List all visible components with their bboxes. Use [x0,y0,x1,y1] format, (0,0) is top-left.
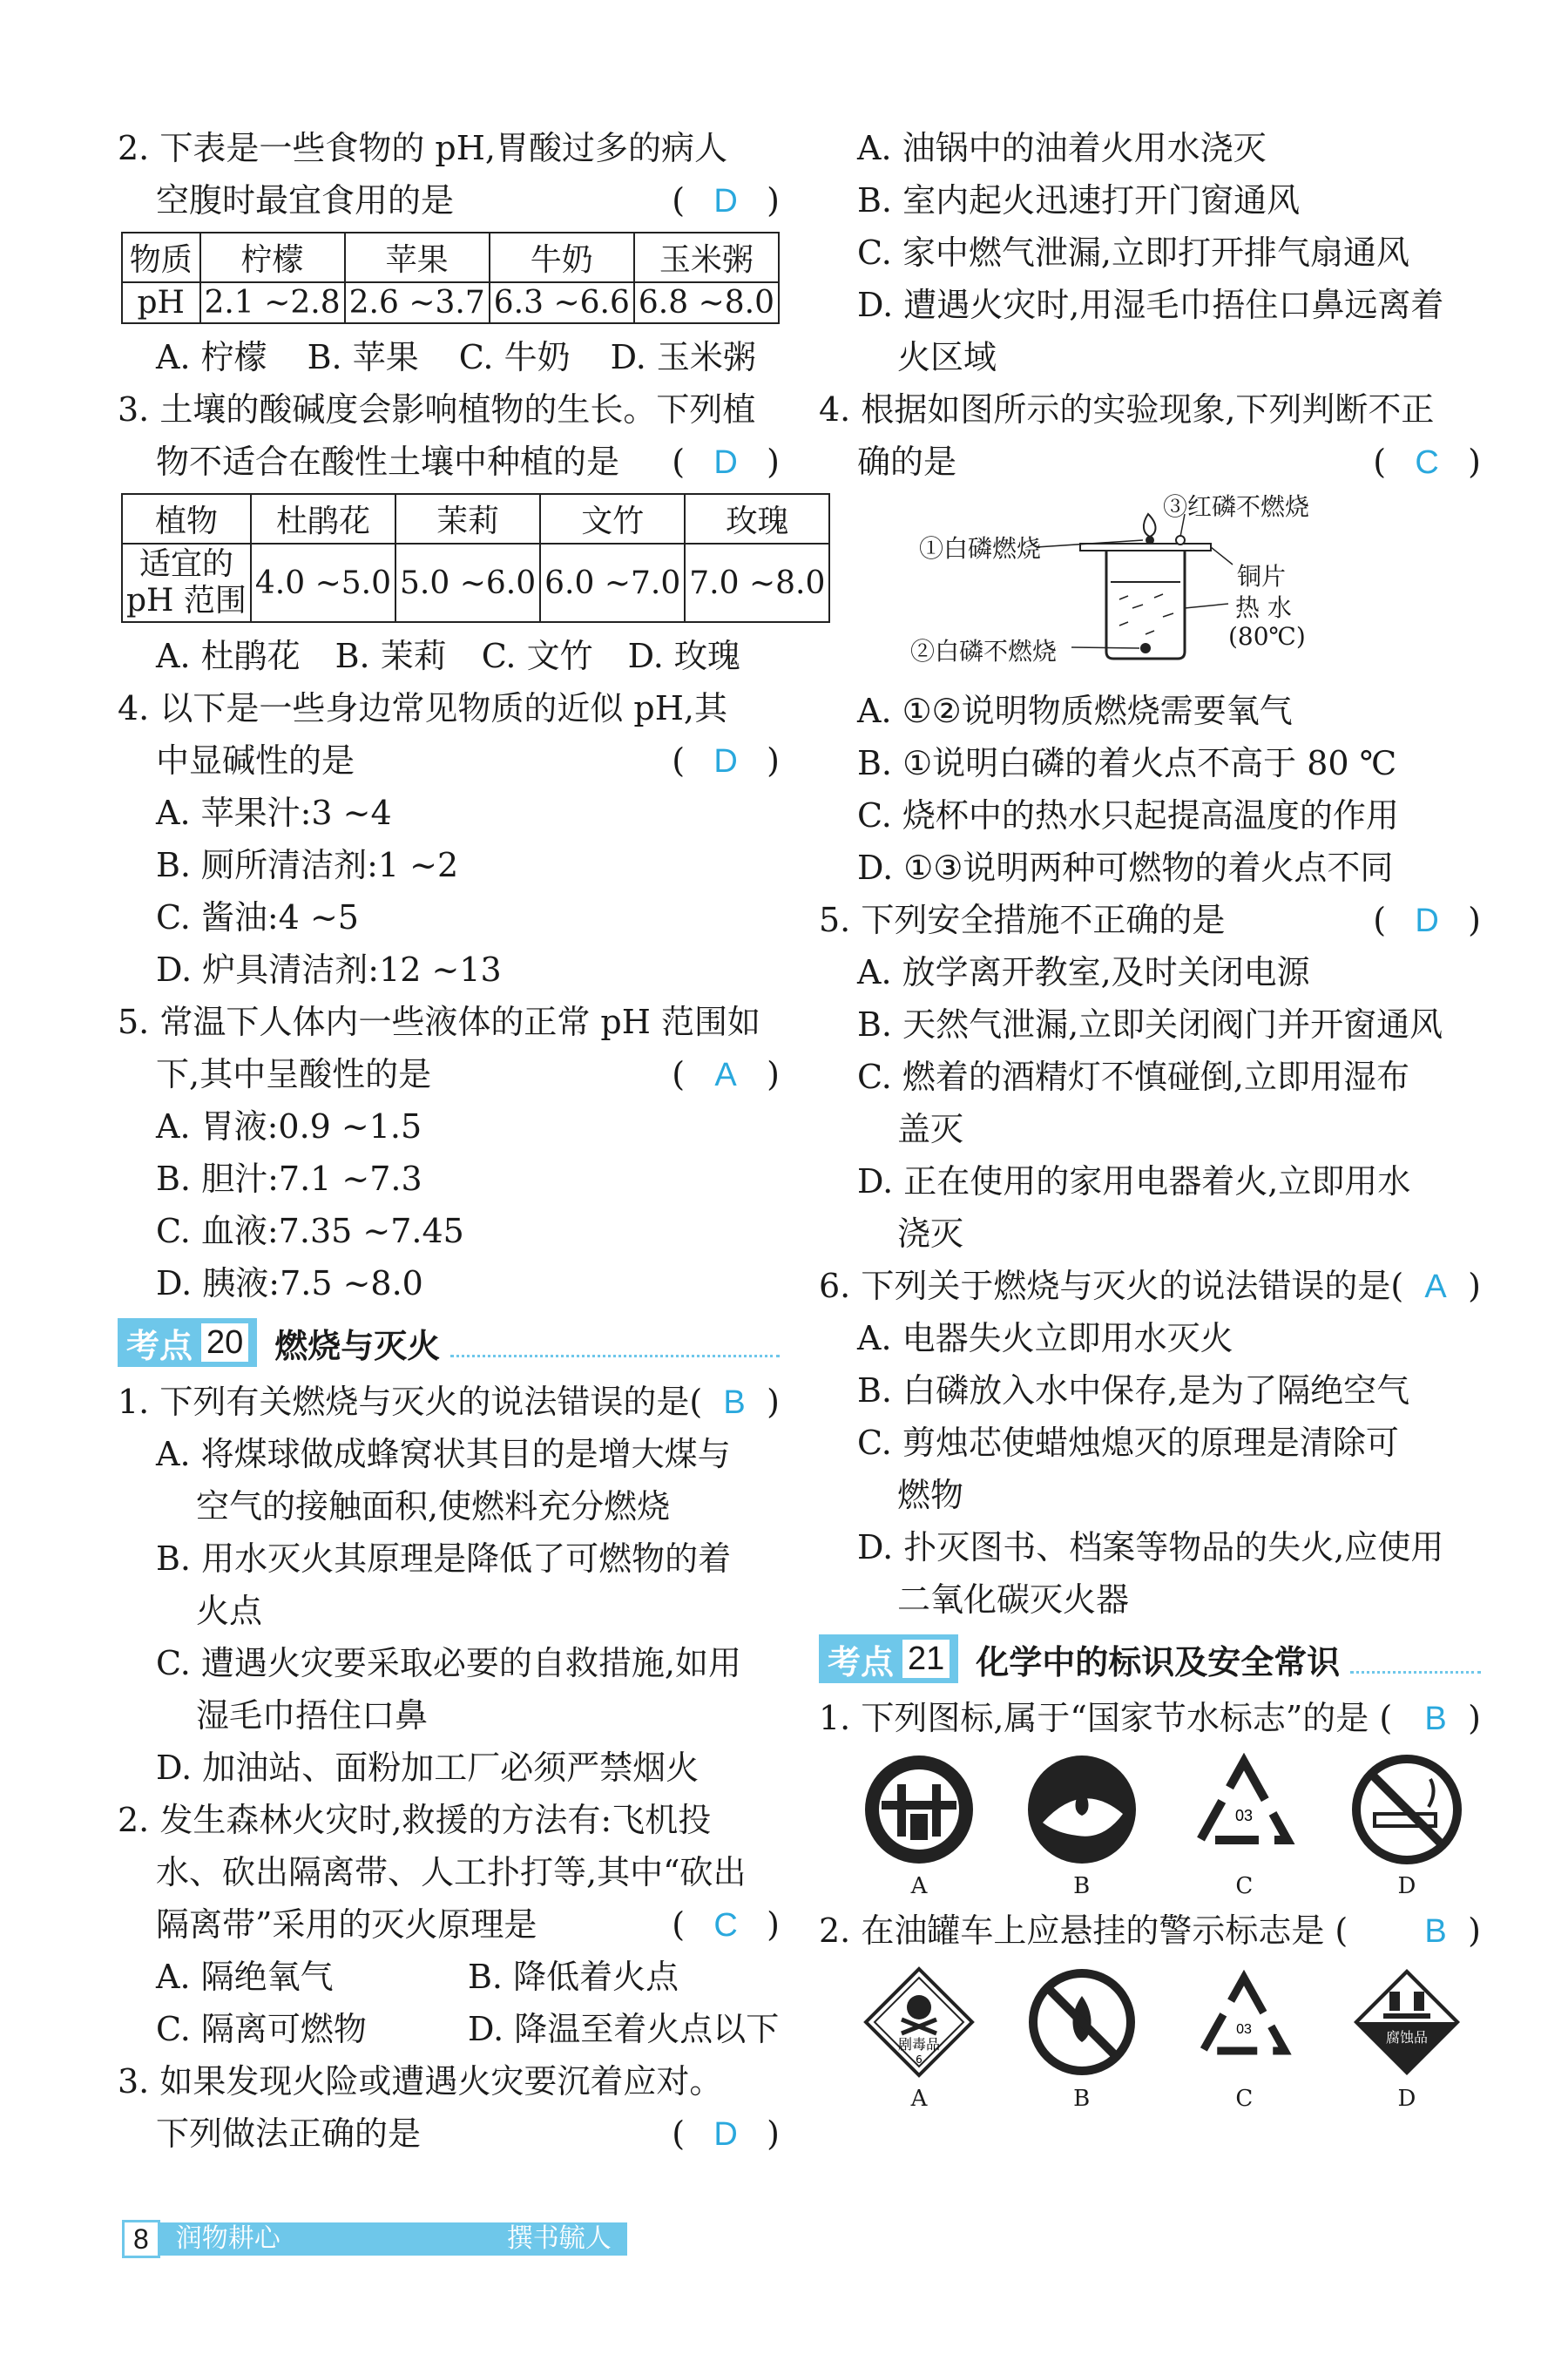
option: A. 隔绝氧气 [156,1958,334,1996]
section-badge [819,1634,958,1683]
table-cell: 2.1 ~2.8 [200,282,345,323]
section-header-21 [819,1631,1481,1687]
table-cell: 6.0 ~7.0 [540,544,685,622]
option: B. 白磷放入水中保存,是为了隔绝空气 [857,1371,1410,1410]
svg-text:剧毒品: 剧毒品 [897,2036,941,2053]
answer-bracket: ( D ) [672,174,780,227]
icon-caption: D [1397,1873,1416,1899]
option: B. 厕所清洁剂:1 ~2 [156,846,459,884]
label-white-phosphorus-1: ①白磷燃烧 [919,534,1042,563]
question-text: 3. 如果发现火险或遭遇火灾要沉着应对。 [118,2062,723,2101]
icon-options-row [819,1744,1481,1899]
footer-band [160,2222,627,2256]
option: A. ①②说明物质燃烧需要氧气 [857,692,1293,730]
dotted-line [450,1329,780,1357]
table-cell: 5.0 ~6.0 [395,544,540,622]
option: C. 血液:7.35 ~7.45 [156,1212,464,1250]
answer-bracket: ( D ) [672,734,780,788]
option: D. 遭遇火灾时,用湿毛巾捂住口鼻远离着 [857,286,1444,324]
label-hot-water: 热 水 [1235,593,1292,622]
answer-value: A [1424,1268,1447,1305]
option: D. 扑灭图书、档案等物品的失火,应使用 [857,1528,1444,1566]
label-copper: 铜片 [1237,562,1287,591]
option-continued: 火区域 [897,338,997,376]
icon-option-a [854,1753,984,1899]
label-temperature: (80℃) [1228,622,1306,651]
svg-text:腐蚀品: 腐蚀品 [1385,2029,1428,2046]
s20-question-3-options [819,122,1481,383]
answer-bracket: ( D ) [672,2107,780,2161]
question-text: 物不适合在酸性土壤中种植的是 [156,443,620,481]
option: B. 苹果 [307,338,419,376]
question-text: 5. 常温下人体内一些液体的正常 pH 范围如 [118,1003,760,1041]
s20-question-3 [118,2055,780,2160]
option: D. ①③说明两种可燃物的着火点不同 [857,849,1394,887]
options-row [118,1951,780,2003]
no-fire-icon [1025,1965,1139,2079]
table-cell: 植物 [122,494,251,544]
answer-value: D [713,444,738,481]
option: C. 酱油:4 ~5 [156,898,359,937]
icon-option-b [1017,1965,1147,2112]
table-cell: 文竹 [540,494,685,544]
label-red-phosphorus: ③红磷不燃烧 [1163,492,1310,521]
answer-bracket: B ) [713,1376,780,1429]
emblem-icon [862,1753,976,1866]
icon-caption: D [1397,2086,1416,2112]
recycle-icon [1187,1753,1301,1866]
page-footer [122,2220,627,2258]
option: A. 杜鹃花 [156,637,301,675]
icon-option-a [854,1965,984,2112]
option: A. 胃液:0.9 ~1.5 [156,1107,422,1146]
section-title: 燃烧与灭火 [274,1328,441,1365]
svg-text:03: 03 [1235,1807,1254,1824]
option: C. 燃着的酒精灯不慎碰倒,立即用湿布 [857,1058,1409,1096]
svg-text:6: 6 [916,2053,923,2066]
question-text: 3. 土壤的酸碱度会影响植物的生长。下列植 [118,390,756,429]
answer-value: B [723,1384,746,1421]
answer-value: C [713,1907,738,1944]
table-cell: 4.0 ~5.0 [251,544,395,622]
icon-options-row [819,1957,1481,2112]
option: D. 玉米粥 [610,338,756,376]
table-cell: pH [122,282,200,323]
left-column [118,122,826,2160]
table-row [122,544,829,622]
question-text: 中显碱性的是 [156,741,355,780]
option: D. 降温至着火点以下 [468,2010,780,2048]
table-row [122,233,779,282]
svg-text:03: 03 [1236,2022,1253,2037]
option: D. 玫瑰 [627,637,740,675]
options-row [118,331,780,383]
option-continued: 盖灭 [897,1110,964,1148]
question-4-alkaline [118,682,780,996]
table-cell [122,544,251,622]
s21-question-1 [819,1692,1481,1899]
option: C. 牛奶 [458,338,571,376]
option: C. 文竹 [481,637,593,675]
question-text: 水、砍出隔离带、人工扑打等,其中“砍出 [156,1853,747,1891]
section-badge [118,1318,257,1367]
badge-label: 考点 [828,1644,895,1681]
options-row [118,630,780,682]
leader-line [1211,547,1233,565]
white-phosphorus-2 [1140,643,1151,653]
question-text: 4. 根据如图所示的实验现象,下列判断不正 [819,390,1435,429]
toxic-diamond-icon [862,1965,976,2079]
question-text: 确的是 [857,443,957,481]
icon-caption: A [910,1873,928,1899]
table-cell: 玫瑰 [685,494,829,544]
plant-ph-table [121,493,830,623]
answer-value: A [714,1057,737,1093]
answer-bracket: ( A ) [672,1048,780,1101]
option: A. 将煤球做成蜂窝状其目的是增大煤与 [156,1435,731,1473]
option: A. 电器失火立即用水灭火 [857,1319,1233,1357]
table-row [122,282,779,323]
answer-value: C [1415,444,1439,481]
icon-option-d [1342,1965,1472,2112]
question-text: 1. 下列图标,属于“国家节水标志”的是 ( [819,1699,1393,1737]
table-cell: 柠檬 [200,233,345,282]
option: B. 天然气泄漏,立即关闭阀门并开窗通风 [857,1005,1443,1044]
flame-shape [1144,514,1156,537]
answer-bracket: ( D ) [1373,894,1481,947]
answer-bracket: B ) [1414,1904,1481,1958]
answer-value: B [1424,1913,1447,1950]
question-3-soil [118,383,826,682]
option: B. 茉莉 [335,637,447,675]
answer-bracket: ( D ) [672,436,780,489]
leader-line [1185,604,1228,608]
table-cell: 玉米粥 [634,233,779,282]
option-continued: 二氧化碳灭火器 [897,1580,1130,1619]
question-text: 2. 发生森林火灾时,救援的方法有:飞机投 [118,1801,712,1839]
option: B. ①说明白磷的着火点不高于 80 ℃ [857,744,1397,782]
option: C. 家中燃气泄漏,立即打开排气扇通风 [857,233,1409,272]
option: D. 胰液:7.5 ~8.0 [156,1264,423,1302]
table-cell: 物质 [122,233,200,282]
copper-plate [1080,544,1211,551]
answer-value: D [1415,903,1439,939]
question-text: 6. 下列关于燃烧与灭火的说法错误的是( [819,1267,1404,1305]
answer-bracket: ( C ) [672,1898,780,1952]
question-6-combustion [819,1260,1481,1626]
red-phosphorus [1176,536,1185,545]
question-text: 2. 在油罐车上应悬挂的警示标志是 ( [819,1911,1348,1950]
option-continued: 空气的接触面积,使燃料充分燃烧 [196,1487,671,1526]
option: A. 柠檬 [156,338,267,376]
water-hatching [1119,594,1173,634]
question-text: 下列做法正确的是 [156,2114,422,2153]
answer-bracket: B ) [1414,1692,1481,1745]
icon-option-d [1342,1753,1472,1899]
option: D. 炉具清洁剂:12 ~13 [156,950,502,989]
options-row [118,2003,780,2055]
icon-option-c [1179,1965,1309,2112]
label-white-phosphorus-2: ②白磷不燃烧 [910,637,1058,666]
option-continued: 湿毛巾捂住口鼻 [196,1696,429,1735]
answer-value: D [713,183,738,220]
combustion-experiment-figure [819,492,1481,678]
row-label: pH 范围 [126,583,247,619]
option: B. 胆汁:7.1 ~7.3 [156,1160,422,1198]
question-text: 下,其中呈酸性的是 [156,1055,432,1093]
white-phosphorus-1 [1146,536,1154,545]
footer-right-text: 撰书毓人 [506,2223,612,2254]
icon-caption: C [1235,1873,1254,1899]
icon-option-b [1017,1753,1147,1899]
page-number: 8 [122,2220,160,2258]
table-cell: 茉莉 [395,494,540,544]
question-4-experiment [819,383,1481,894]
footer-left-text: 润物耕心 [175,2223,280,2254]
option: C. 遭遇火灾要采取必要的自救措施,如用 [156,1644,741,1682]
option: A. 油锅中的油着火用水浇灭 [857,129,1267,167]
question-5-acidic [118,996,780,1309]
question-text: 2. 下表是一些食物的 pH,胃酸过多的病人 [118,129,727,167]
question-text: 1. 下列有关燃烧与灭火的说法错误的是( [118,1383,703,1421]
question-text: 空腹时最宜食用的是 [156,181,455,220]
s20-question-1 [118,1376,780,1794]
no-smoking-icon [1350,1753,1463,1866]
ph-food-table [121,232,780,324]
question-text: 5. 下列安全措施不正确的是 [819,901,1226,939]
option: D. 加油站、面粉加工厂必须严禁烟火 [156,1749,700,1787]
option: C. 剪烛芯使蜡烛熄灭的原理是清除可 [857,1424,1399,1462]
s20-question-2 [118,1794,780,2055]
beaker [1106,551,1185,659]
recycle-icon [1187,1965,1301,2079]
option: D. 正在使用的家用电器着火,立即用水 [857,1162,1411,1201]
section-number: 20 [201,1323,248,1362]
option-continued: 浇灭 [897,1214,964,1253]
question-text: 隔离带”采用的灭火原理是 [156,1905,537,1944]
table-cell: 7.0 ~8.0 [685,544,829,622]
option-continued: 燃物 [897,1476,964,1514]
answer-value: D [713,2116,738,2153]
option: C. 隔离可燃物 [156,2010,367,2048]
badge-label: 考点 [126,1328,193,1365]
icon-option-c [1179,1753,1309,1899]
option: C. 烧杯中的热水只起提高温度的作用 [857,796,1399,835]
water-saving-icon [1025,1753,1139,1866]
option: B. 降低着火点 [468,1958,679,1996]
answer-value: D [713,743,738,780]
option: B. 室内起火迅速打开门窗通风 [857,181,1301,220]
icon-caption: B [1073,1873,1091,1899]
table-cell: 苹果 [345,233,490,282]
answer-bracket: ( C ) [1373,436,1481,489]
question-5-safety [819,894,1481,1260]
dotted-line [1350,1645,1481,1674]
icon-caption: B [1073,2086,1091,2112]
table-cell: 杜鹃花 [251,494,395,544]
right-column [819,122,1481,2112]
option: A. 放学离开教室,及时关闭电源 [857,953,1310,991]
section-title: 化学中的标识及安全常识 [976,1644,1341,1681]
table-cell: 6.3 ~6.6 [490,282,634,323]
table-cell: 2.6 ~3.7 [345,282,490,323]
icon-caption: A [910,2086,928,2112]
answer-bracket: A ) [1414,1260,1481,1313]
section-number: 21 [902,1640,950,1678]
row-label: 适宜的 [139,546,233,582]
option-continued: 火点 [196,1592,263,1630]
corrosive-diamond-icon [1350,1965,1463,2079]
option: A. 苹果汁:3 ~4 [156,794,392,832]
s21-question-2 [819,1904,1481,2112]
answer-value: B [1424,1701,1447,1737]
option: B. 用水灭火其原理是降低了可燃物的着 [156,1539,732,1578]
icon-caption: C [1235,2086,1254,2112]
question-text: 4. 以下是一些身边常见物质的近似 pH,其 [118,689,727,727]
leader-line [1071,647,1139,648]
section-header-20 [118,1315,780,1370]
question-2-ph-food [118,122,780,383]
table-row [122,494,829,544]
table-cell: 牛奶 [490,233,634,282]
table-cell: 6.8 ~8.0 [634,282,779,323]
